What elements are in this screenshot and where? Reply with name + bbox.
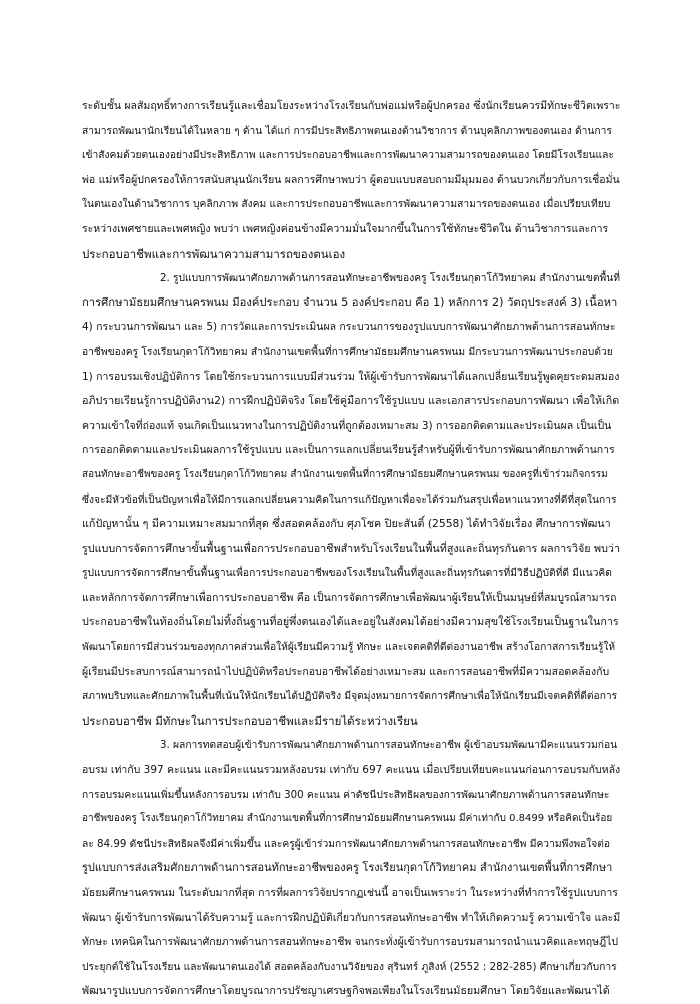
text-line: ความเข้าใจที่ถ่องแท้ จนเกิดเป็นแนวทางในการปฏิบัติงานที่ถูกต้องเหมาะสม 3) การออกติดตามและประเมินผล เป็นเป็น bbox=[82, 419, 612, 432]
text-line: ประยุกต์ใช้ในโรงเรียน และพัฒนาตนเองได้ สอดคล้องกับงานวิจัยของ สุรินทร์ ภูสิงห์ (2552 : 282-285) ศึกษาเกี่ยวกับการ bbox=[82, 960, 617, 973]
text-line: และหลักการจัดการศึกษาเพื่อการประกอบอาชีพ คือ เป็นการจัดการศึกษาเพื่อพัฒนาผู้เรียนให้เป็นมนุษย์ที่สมบูรณ์สามารถ bbox=[82, 591, 617, 604]
text-line: รูปแบบการส่งเสริมศักยภาพด้านการสอนทักษะอาชีพของครู โรงเรียนกุดาโก้วิทยาคม สำนักงานเขตพื้นที่การศึกษา bbox=[82, 861, 613, 875]
text-line: ซึ่งจะมีหัวข้อที่เป็นปัญหาเพื่อให้มีการแลกเปลี่ยนความคิดในการแก้ปัญหาเพื่อจะได้ร่วมกันสรุปเพื่อหาแนวทางที่ดีที่สุดในการ bbox=[82, 493, 617, 506]
text-line: อาชีพของครู โรงเรียนกุดาโก้วิทยาคม สำนักงานเขตพื้นที่การศึกษามัธยมศึกษานครพนม มีค่าเท่ากับ 0.8499 หรือคิดเป็นร้อย bbox=[82, 813, 613, 825]
text-line: มัธยมศึกษานครพนม ในระดับมากที่สุด การที่ผลการวิจัยปรากฏเช่นนี้ อาจเป็นเพราะว่า ในระหว่างที่ทำการใช้รูปแบบการ bbox=[82, 887, 618, 899]
text-line: แก้ปัญหานั้น ๆ มีความเหมาะสมมากที่สุด ซึ่งสอดคล้องกับ ศุภโชค ปิยะสันติ์ (2558) ได้ทำวิจัยเรื่อง ศึกษาการพัฒนา bbox=[82, 517, 611, 531]
text-line: พัฒนา ผู้เข้ารับการพัฒนาได้รับความรู้ และการฝึกปฏิบัติเกี่ยวกับการสอนทักษะอาชีพ ทำให้เกิดความรู้ ความเข้าใจ และมี bbox=[82, 911, 620, 924]
text-line: สอนทักษะอาชีพของครู โรงเรียนกุดาโก้วิทยาคม สำนักงานเขตพื้นที่การศึกษามัธยมศึกษานครพนม ของครูที่เข้าร่วมกิจกรรม bbox=[82, 468, 608, 480]
text-line: สามารถพัฒนานักเรียนได้ในหลาย ๆ ด้าน ได้แก่ การมีประสิทธิภาพตนเองด้านวิชาการ ด้านบุคลิกภาพของตนเอง ด้านการ bbox=[82, 124, 612, 137]
text-line: ประกอบอาชีพและการพัฒนาความสามารถของตนเอง bbox=[82, 246, 346, 261]
text-line: รูปแบบการจัดการศึกษาขั้นพื้นฐานเพื่อการประกอบอาชีพของโรงเรียนในพื้นที่สูงและถิ่นทุรกันดารที่มีวิธีปฏิบัติที่ดี มีแนวคิด bbox=[82, 567, 612, 580]
text-line: รูปแบบการจัดการศึกษาขั้นพื้นฐานเพื่อการประกอบอาชีพสำหรับโรงเรียนในพื้นที่สูงและถิ่นทุรกันดาร ผลการวิจัย พบว่า bbox=[82, 541, 620, 555]
document-page bbox=[82, 94, 620, 1004]
paragraph-heading-2: 2. รูปแบบการพัฒนาศักยภาพด้านการสอนทักษะอาชีพของครู โรงเรียนกุดาโก้วิทยาคม สำนักงานเขตพื้นที่ bbox=[160, 272, 620, 285]
text-line: อบรม เท่ากับ 397 คะแนน และมีคะแนนรวมหลังอบรม เท่ากับ 697 คะแนน เมื่อเปรียบเทียบคะแนนก่อนการอบรมกับหลัง bbox=[82, 764, 620, 777]
text-line: ประกอบอาชีพ มีทักษะในการประกอบอาชีพและมีรายได้ระหว่างเรียน bbox=[82, 713, 418, 728]
text-line: พ่อ แม่หรือผู้ปกครองให้การสนับสนุนนักเรียน ผลการศึกษาพบว่า ผู้ตอบแบบสอบถามมีมุมมอง ด้านบวกเกี่ยวกับการเชื่อมั่น bbox=[82, 173, 620, 186]
text-line: อภิปรายเรียนรู้การปฏิบัติงาน2) การฝึกปฏิบัติจริง โดยใช้คู่มือการใช้รูปแบบ และเอกสารประกอบการพัฒนา เพื่อให้เกิด bbox=[82, 394, 620, 408]
text-line: อาชีพของครู โรงเรียนกุดาโก้วิทยาคม สำนักงานเขตพื้นที่การศึกษามัธยมศึกษานครพนม มีกระบวนการพัฒนาประกอบด้วย bbox=[82, 345, 613, 358]
text-line: การอบรมคะแนนเพิ่มขึ้นหลังการอบรม เท่ากับ 300 คะแนน ค่าดัชนีประสิทธิผลของการพัฒนาศักยภาพด้านการสอนทักษะ bbox=[82, 788, 610, 801]
text-line: ทักษะ เทคนิคในการพัฒนาศักยภาพด้านการสอนทักษะอาชีพ จนกระทั่งผู้เข้ารับการอบรมสามารถนำแนวคิดและทฤษฎีไป bbox=[82, 936, 619, 949]
text-line: พัฒนาโดยการมีส่วนร่วมของทุกภาคส่วนเพื่อให้ผู้เรียนมีความรู้ ทักษะ และเจตคติที่ดีต่องานอาชีพ สร้างโอกาสการเรียนรู้ให้ bbox=[82, 641, 616, 654]
text-line: เข้าสังคมด้วยตนเองอย่างมีประสิทธิภาพ และการประกอบอาชีพและการพัฒนาความสามารถของตนเอง โดยมีโรงเรียนและ bbox=[82, 149, 614, 162]
text-line: 4) กระบวนการพัฒนา และ 5) การวัดและการประเมินผล กระบวนการของรูปแบบการพัฒนาศักยภาพด้านการสอนทักษะ bbox=[82, 321, 616, 334]
text-line: 1) การอบรมเชิงปฏิบัติการ โดยใช้กระบวนการแบบมีส่วนร่วม ให้ผู้เข้ารับการพัฒนาได้แลกเปลี่ยนเรียนรู้พูดคุยระดมสมอง bbox=[82, 370, 620, 383]
text-line: ผู้เรียนมีประสบการณ์สามารถนำไปปฏิบัติหรือประกอบอาชีพได้อย่างเหมาะสม และการสอนอาชีพที่มีความสอดคล้องกับ bbox=[82, 665, 610, 678]
paragraph-heading-3: 3. ผลการทดสอบผู้เข้ารับการพัฒนาศักยภาพด้านการสอนทักษะอาชีพ ผู้เข้าอบรมพัฒนามีคะแนนรวมก่อน bbox=[160, 739, 618, 752]
text-line: พัฒนารูปแบบการจัดการศึกษาโดยบูรณาการปรัชญาเศรษฐกิจพอเพียงในโรงเรียนมัธยมศึกษา โดยวิจัยและพัฒนาได้ bbox=[82, 984, 610, 998]
text-line: สภาพบริบทและศักยภาพในพื้นที่เน้นให้นักเรียนได้ปฏิบัติจริง มีจุดมุ่งหมายการจัดการศึกษาเพื่อให้นักเรียนมีเจตคติที่ดีต่อการ bbox=[82, 690, 618, 703]
text-line: การออกติดตามและประเมินผลการใช้รูปแบบ และเป็นการแลกเปลี่ยนเรียนรู้สำหรับผู้ที่เข้ารับการพัฒนาศักยภาพด้านการ bbox=[82, 444, 615, 457]
text-line: ระดับชั้น ผลสัมฤทธิ์ทางการเรียนรู้และเชื่อมโยงระหว่างโรงเรียนกับพ่อแม่หรือผู้ปกครอง ซึ่งนักเรียนควรมีทักษะชีวิตเพราะ bbox=[82, 100, 620, 112]
text-line: ในตนเองในด้านวิชาการ บุคลิกภาพ สังคม และการประกอบอาชีพและการพัฒนาความสามารถของตนเอง เมื่อเปรียบเทียบ bbox=[82, 198, 611, 211]
text-line: ละ 84.99 ดัชนีประสิทธิผลจึงมีค่าเพิ่มขึ้น และครูผู้เข้าร่วมการพัฒนาศักยภาพด้านการสอนทักษะอาชีพ มีความพึงพอใจต่อ bbox=[82, 837, 611, 850]
text-line: การศึกษามัธยมศึกษานครพนม มีองค์ประกอบ จำนวน 5 องค์ประกอบ คือ 1) หลักการ 2) วัตถุประสงค์ 3) เนื้อหา bbox=[82, 295, 618, 309]
text-line: ประกอบอาชีพในท้องถิ่นโดยไม่ทิ้งถิ่นฐานที่อยู่พึ่งตนเองได้และอยู่ในสังคมได้อย่างมีความสุขใช้โรงเรียนเป็นฐานในการ bbox=[82, 615, 619, 629]
text-line: ระหว่างเพศชายและเพศหญิง พบว่า เพศหญิงค่อนข้างมีความมั่นใจมากขึ้นในการใช้ทักษะชีวิตใน ด้านวิชาการและการ bbox=[82, 222, 609, 235]
